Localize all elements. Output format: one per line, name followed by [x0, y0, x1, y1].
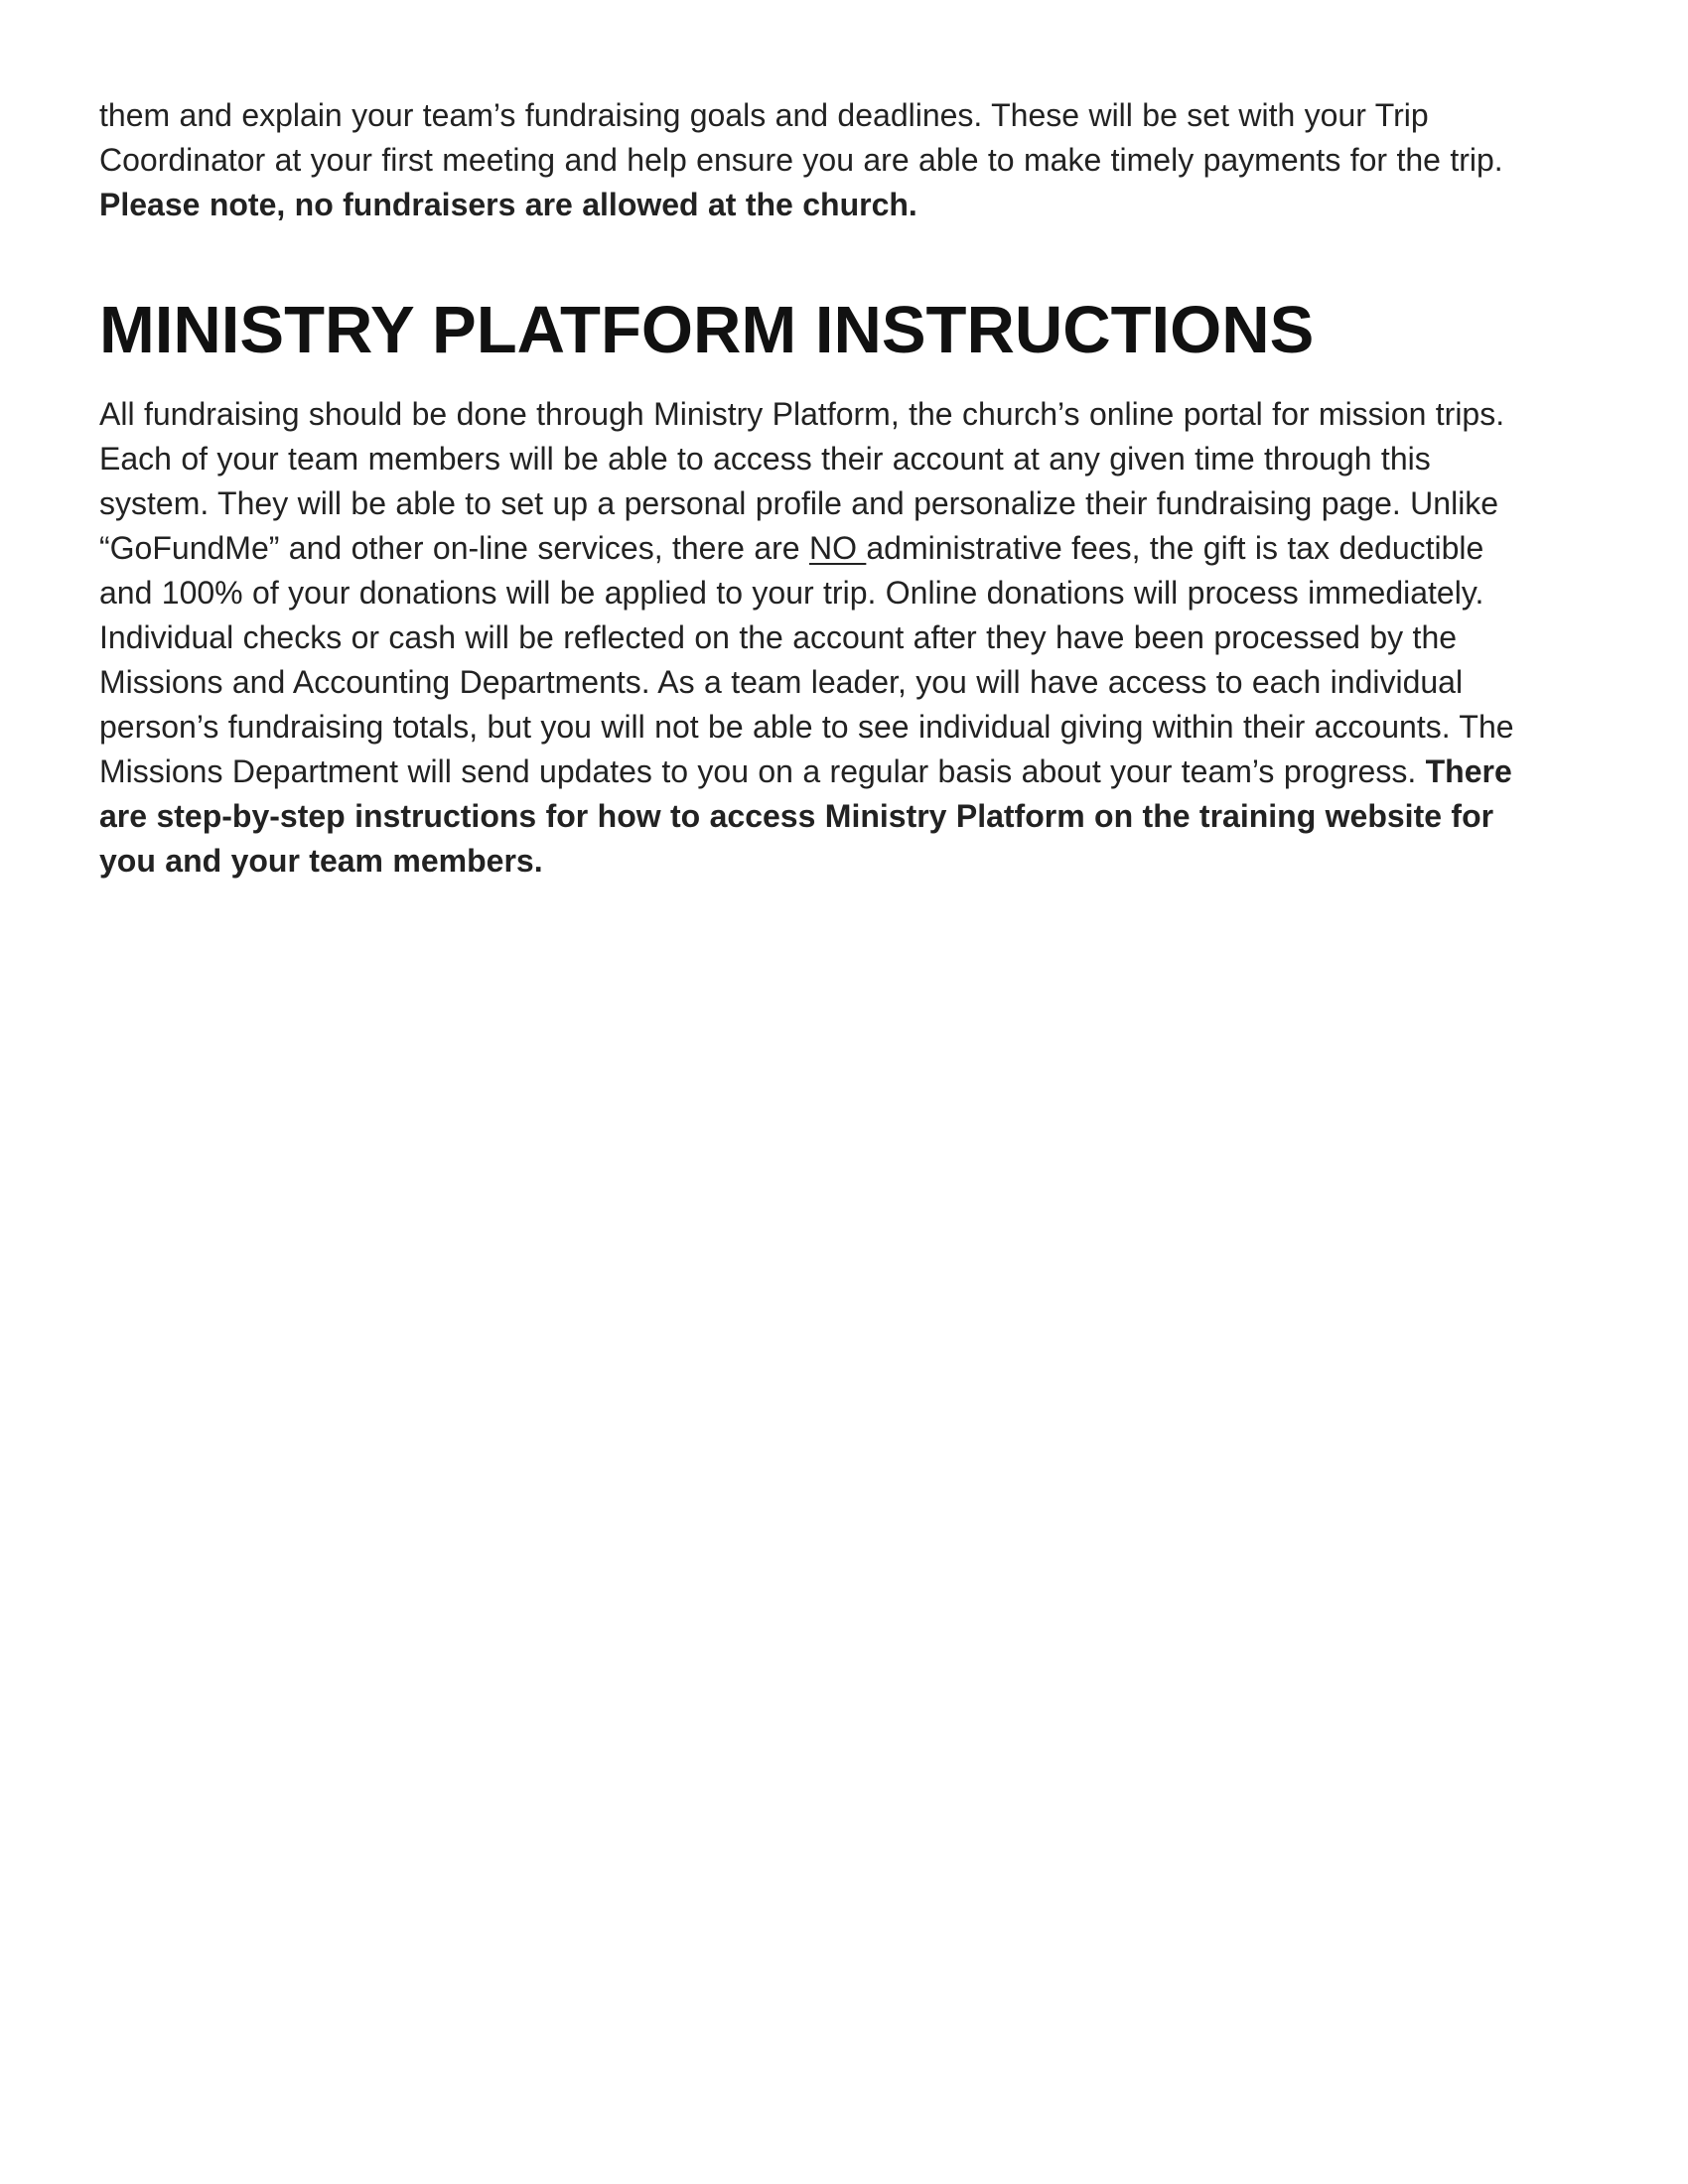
- no-fees-underline: NO: [808, 530, 867, 566]
- body-line-1: All fundraising should be done through Ministry Platform, the church’s online portal for mission trips.: [99, 396, 1505, 432]
- body-line-9-pre: Missions Department will send updates to you on a regular basis about your team’s progress.: [99, 753, 1426, 789]
- body-line-4: [99, 526, 1589, 571]
- ministry-platform-paragraph: [99, 392, 1589, 884]
- intro-line-1: them and explain your team’s fundraising goals and deadlines. These will be set with your Trip: [99, 97, 1429, 133]
- body-line-6: Individual checks or cash will be reflected on the account after they have been processed by the: [99, 619, 1458, 655]
- intro-line-2: Coordinator at your first meeting and help ensure you are able to make timely payments for the trip.: [99, 142, 1503, 178]
- body-line-2: Each of your team members will be able to access their account at any given time through this: [99, 441, 1431, 477]
- body-line-4-pre: “GoFundMe” and other on-line services, there are: [99, 530, 809, 566]
- body-line-5: and 100% of your donations will be applied to your trip. Online donations will process immediately.: [99, 575, 1484, 611]
- document-page: [99, 93, 1589, 884]
- body-line-9: [99, 750, 1589, 794]
- body-line-11-bold: you and your team members.: [99, 843, 543, 879]
- intro-paragraph: [99, 93, 1589, 227]
- body-line-3: system. They will be able to set up a personal profile and personalize their fundraising page. Unlike: [99, 485, 1499, 521]
- body-line-4-post: administrative fees, the gift is tax deductible: [866, 530, 1484, 566]
- body-line-9-bold: There: [1425, 753, 1512, 789]
- section-heading: MINISTRY PLATFORM INSTRUCTIONS: [99, 293, 1315, 367]
- body-line-10-bold: are step-by-step instructions for how to access Ministry Platform on the training website for: [99, 798, 1494, 834]
- intro-note-bold: Please note, no fundraisers are allowed at the church.: [99, 187, 917, 222]
- body-line-7: Missions and Accounting Departments. As a team leader, you will have access to each individual: [99, 664, 1464, 700]
- body-line-8: person’s fundraising totals, but you will not be able to see individual giving within their accounts. The: [99, 709, 1514, 745]
